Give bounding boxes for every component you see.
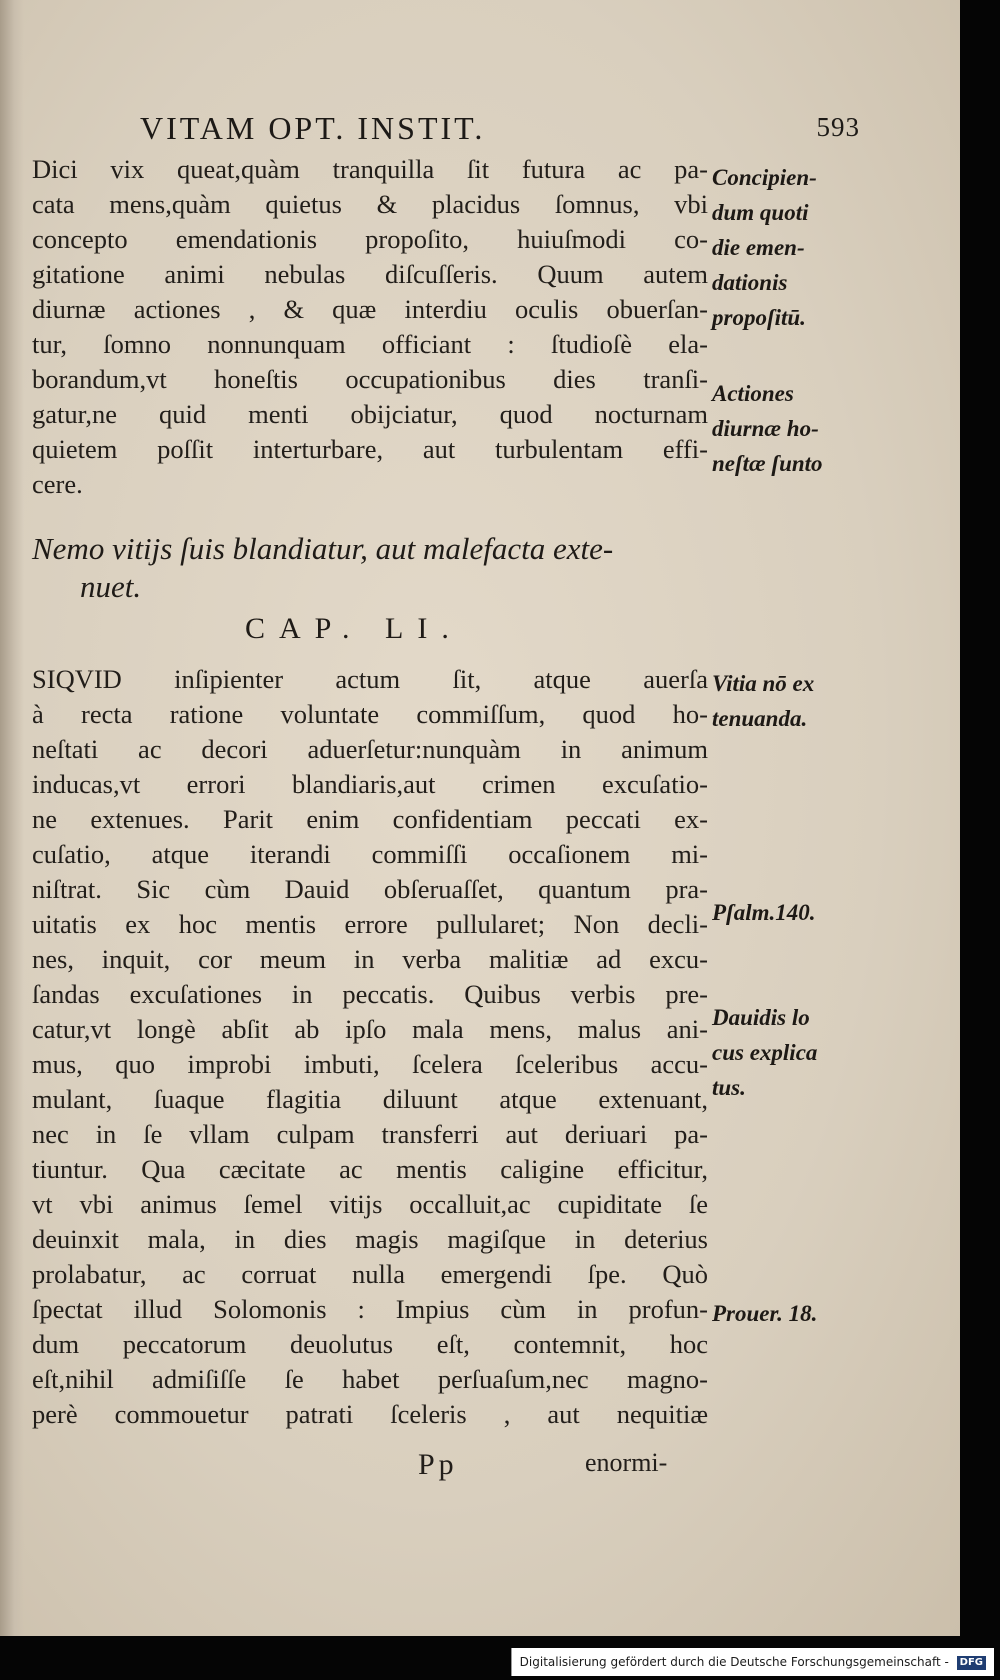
- text-line: neſtati ac decori aduerſetur:nunquàm in animum: [32, 734, 708, 764]
- text-line: cuſatio, atque iterandi commiſſi occaſionem mi-: [32, 839, 708, 869]
- text-line: deuinxit mala, in dies magis magiſque in deterius: [32, 1224, 708, 1254]
- text-line: gitatione animi nebulas diſcuſſeris. Quum autem: [32, 259, 708, 289]
- catchword: enormi-: [585, 1448, 668, 1477]
- text-line: à recta ratione voluntate commiſſum, quod ho-: [32, 699, 708, 729]
- text-line: mulant, ſuaque flagitia diluunt atque extenuant,: [32, 1084, 708, 1114]
- text-line: cere.: [32, 469, 83, 499]
- margin-note-line: dationis: [712, 270, 788, 295]
- margin-note-line: Concipien-: [712, 165, 817, 190]
- margin-note-line: Actiones: [712, 381, 794, 406]
- text-line: ſpectat illud Solomonis : Impius cùm in profun-: [32, 1294, 708, 1324]
- text-line: mus, quo improbi imbuti, ſcelera ſceleribus accu-: [32, 1049, 708, 1079]
- chapter-number: CAP. LI.: [245, 612, 463, 645]
- margin-note-prouer: Prouer. 18.: [712, 1301, 818, 1326]
- text-line: niſtrat. Sic cùm Dauid obſeruaſſet, quantum pra-: [32, 874, 708, 904]
- text-line: eſt,nihil admiſiſſe ſe habet perſuaſum,nec magno-: [32, 1364, 708, 1394]
- margin-note-concipiendum: [712, 160, 880, 335]
- text-line: tiuntur. Qua cæcitate ac mentis caligine efficitur,: [32, 1154, 708, 1184]
- page-gutter: [0, 0, 24, 1636]
- digitization-credit: [511, 1648, 994, 1676]
- text-line: vt vbi animus ſemel vitijs occalluit,ac cupiditate ſe: [32, 1189, 708, 1219]
- chapter-heading: [32, 530, 708, 606]
- page-number: 593: [816, 112, 860, 142]
- text-line: ſandas excuſationes in peccatis. Quibus verbis pre-: [32, 979, 708, 1009]
- text-line: concepto emendationis propoſito, huiuſmodi co-: [32, 224, 708, 254]
- margin-note-dauidis: [712, 1000, 880, 1105]
- text-line: borandum,vt honeſtis occupationibus dies tranſi-: [32, 364, 708, 394]
- text-line: inducas,vt errori blandiaris,aut crimen excuſatio-: [32, 769, 708, 799]
- credit-text: Digitalisierung gefördert durch die Deutsche Forschungsgemeinschaft -: [519, 1655, 949, 1669]
- text-line: nes, inquit, cor meum in verba malitiæ ad excu-: [32, 944, 708, 974]
- margin-note-line: propoſitū.: [712, 305, 806, 330]
- text-line: gatur,ne quid menti obijciatur, quod nocturnam: [32, 399, 708, 429]
- text-line: cata mens,quàm quietus & placidus ſomnus, vbi: [32, 189, 708, 219]
- text-line: ne extenues. Parit enim confidentiam peccati ex-: [32, 804, 708, 834]
- chapter-heading-line: nuet.: [80, 569, 142, 604]
- running-title: VITAM OPT. INSTIT.: [140, 110, 486, 146]
- text-line: quietem poſſit interturbare, aut turbulentam effi-: [32, 434, 708, 464]
- paragraph-1: [32, 152, 708, 502]
- text-line: tur, ſomno nonnunquam officiant : ſtudioſè ela-: [32, 329, 708, 359]
- margin-note-line: Dauidis lo: [712, 1005, 810, 1030]
- text-line: SIQVID inſipienter actum ſit, atque auerſa: [32, 664, 708, 694]
- chapter-heading-line: Nemo vitijs ſuis blandiatur, aut malefacta exte-: [32, 531, 614, 566]
- text-line: nec in ſe vllam culpam transferri aut deriuari pa-: [32, 1119, 708, 1149]
- margin-note-line: diurnæ ho-: [712, 416, 819, 441]
- text-line: Dici vix queat,quàm tranquilla ſit futura ac pa-: [32, 154, 708, 184]
- running-head: [140, 110, 860, 150]
- text-line: prolabatur, ac corruat nulla emergendi ſpe. Quò: [32, 1259, 708, 1289]
- margin-note-line: die emen-: [712, 235, 805, 260]
- margin-note-line: neſtæ ſunto: [712, 451, 823, 476]
- text-line: perè commouetur patrati ſceleris , aut nequitiæ: [32, 1399, 708, 1429]
- margin-note-actiones: [712, 376, 880, 481]
- text-line: uitatis ex hoc mentis errore pullularet; Non decli-: [32, 909, 708, 939]
- margin-note-line: tus.: [712, 1075, 746, 1100]
- signature-mark: Pp: [418, 1448, 458, 1481]
- margin-note-psalm: Pſalm.140.: [712, 900, 816, 925]
- margin-note-line: tenuanda.: [712, 706, 808, 731]
- dfg-logo: DFG: [957, 1656, 986, 1670]
- text-line: catur,vt longè abſit ab ipſo mala mens, malus ani-: [32, 1014, 708, 1044]
- margin-note-line: Vitia nō ex: [712, 671, 815, 696]
- margin-note-line: cus explica: [712, 1040, 818, 1065]
- text-line: diurnæ actiones , & quæ interdiu oculis obuerſan-: [32, 294, 708, 324]
- paragraph-2: [32, 662, 708, 1432]
- margin-note-line: dum quoti: [712, 200, 809, 225]
- text-line: dum peccatorum deuolutus eſt, contemnit, hoc: [32, 1329, 708, 1359]
- margin-note-vitia: [712, 666, 880, 736]
